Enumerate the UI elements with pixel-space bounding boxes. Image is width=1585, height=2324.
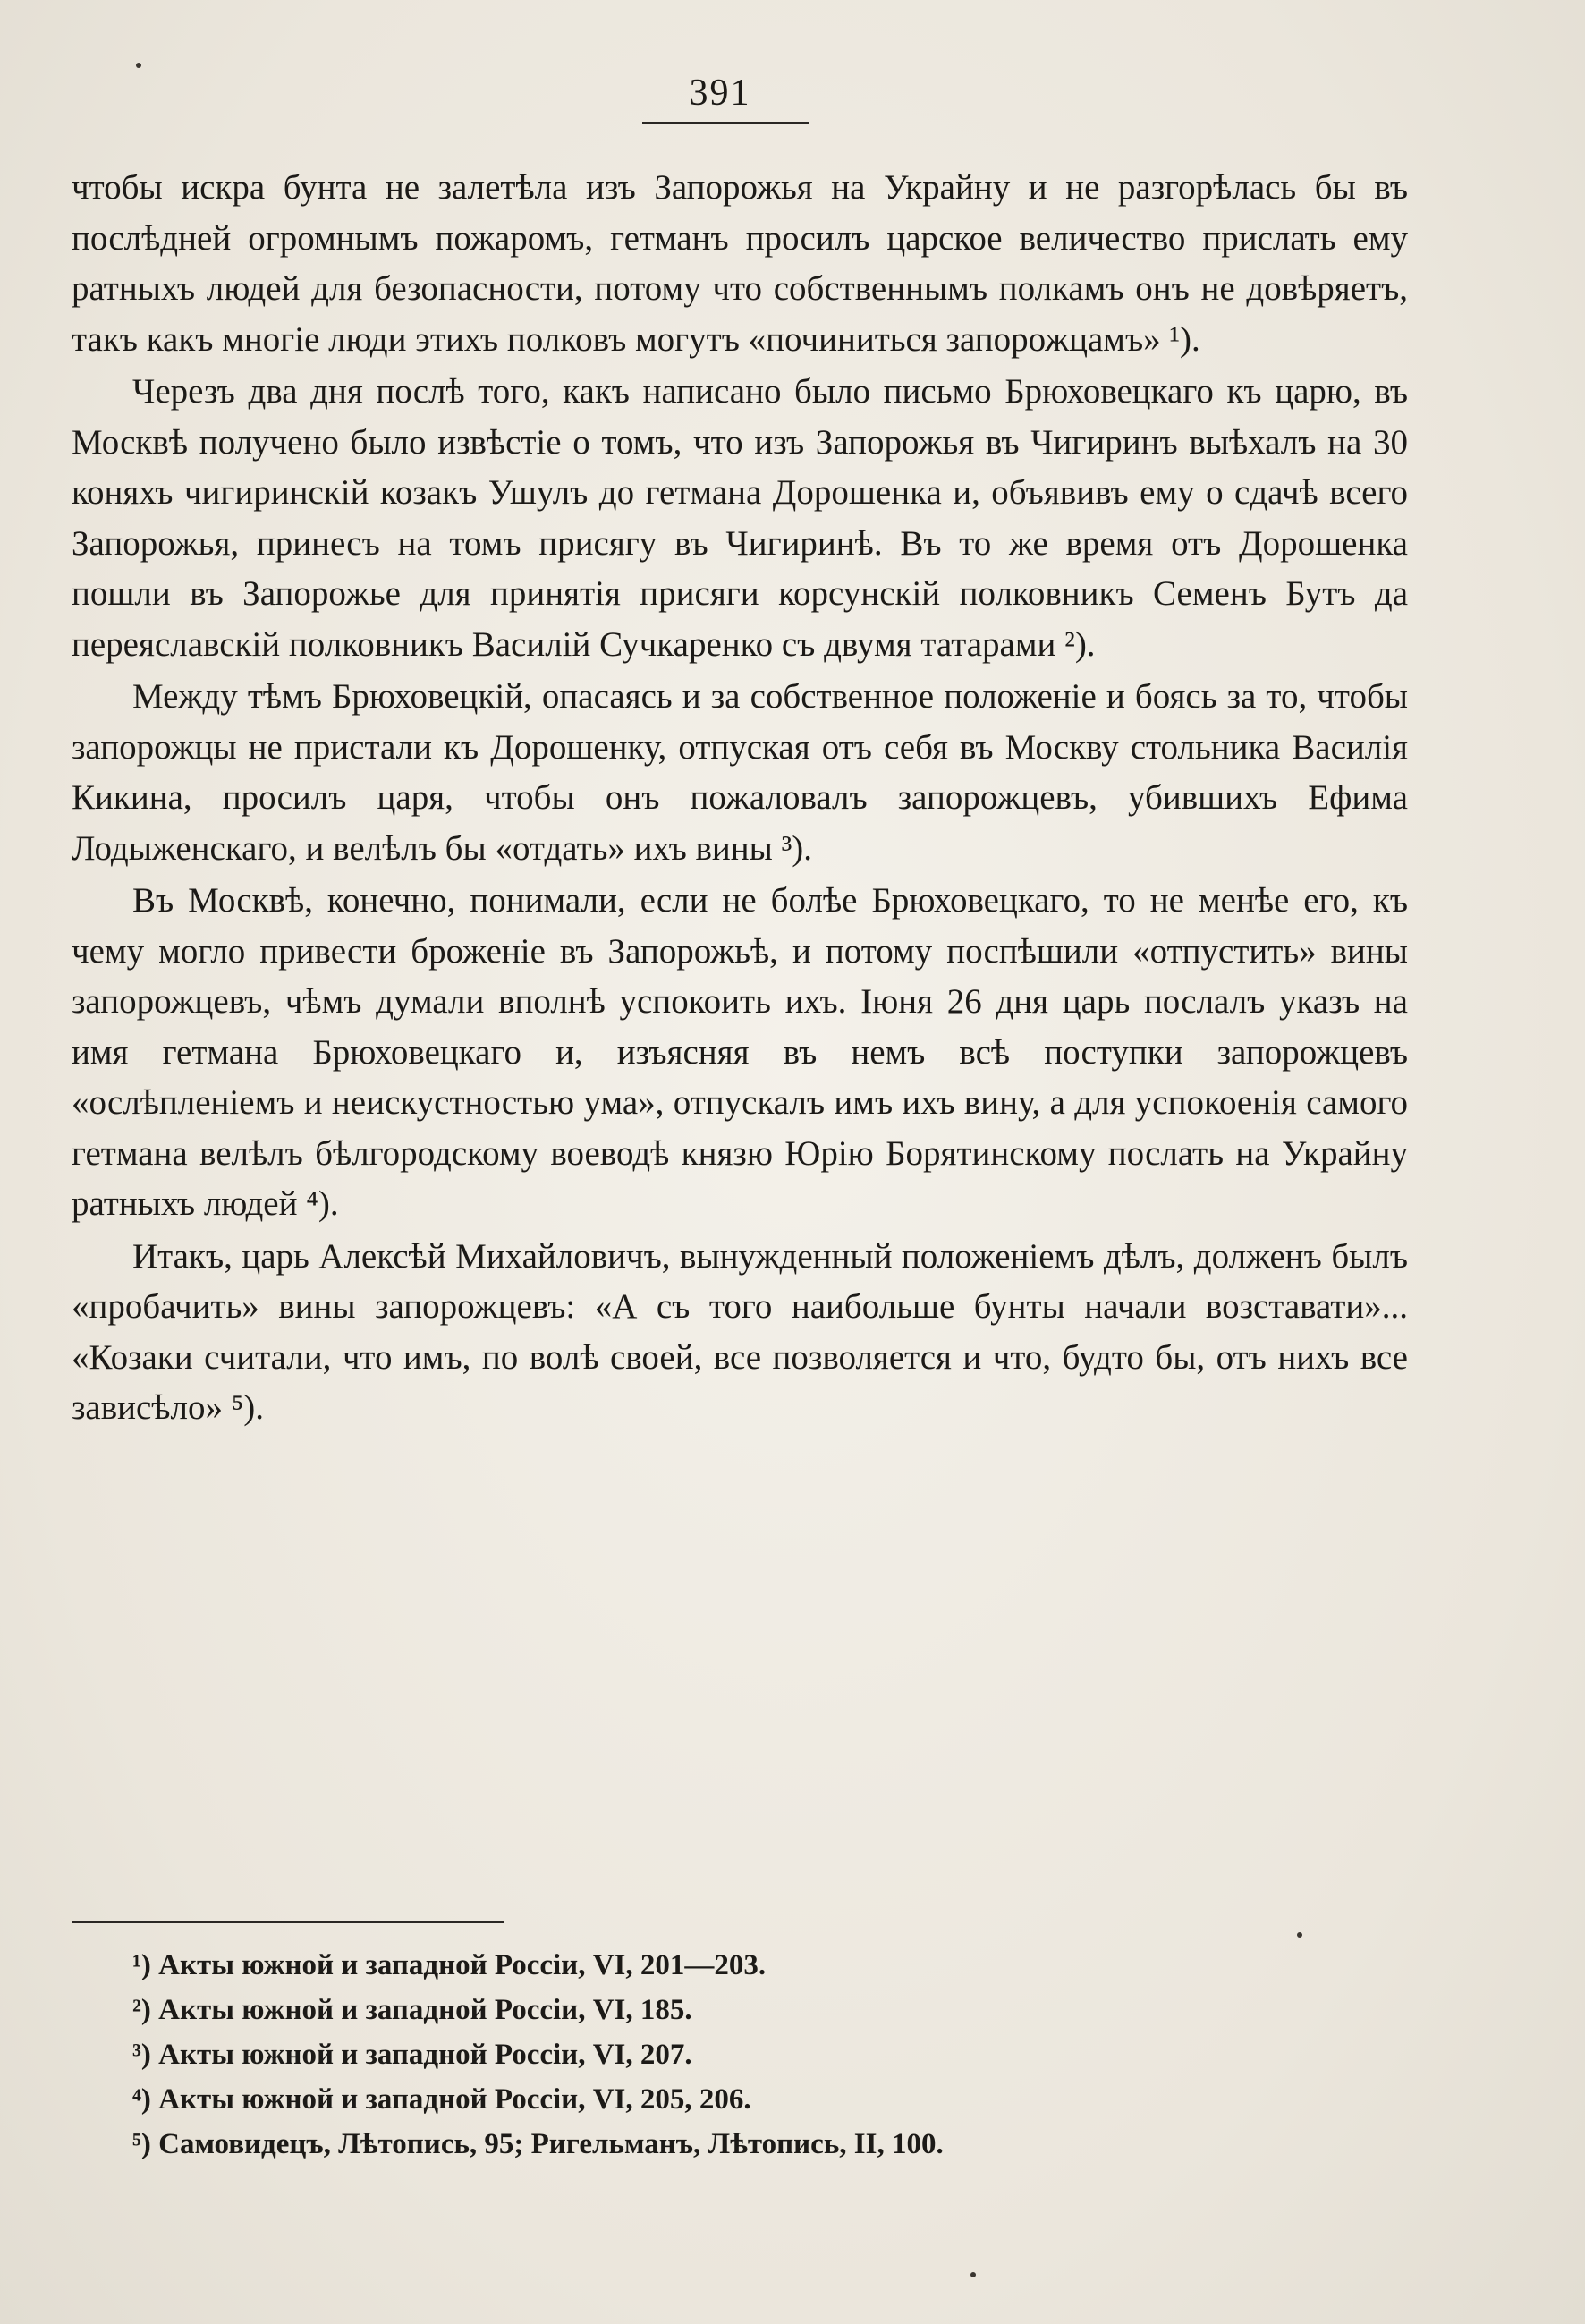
footnotes xyxy=(132,1943,1295,2167)
footnote-text: Акты южной и западной Россіи, VI, 201—203. xyxy=(158,1949,767,1981)
footnote-mark: ²) xyxy=(132,1994,151,2026)
footnote xyxy=(132,2122,1295,2167)
footnote xyxy=(132,2032,1295,2077)
paragraph: Въ Москвѣ, конечно, понимали, если не болѣе Брюховецкаго, то не менѣе его, къ чему могло привести броженіе въ Запорожьѣ, и потому поспѣшили «отпустить» вины запорожцевъ, чѣмъ думали вполнѣ успокоить ихъ. Іюня 26 дня царь послалъ указъ на имя гетмана Брюховецкаго и, изъясняя въ немъ всѣ поступки запорожцевъ «ослѣпленіемъ и неискустностью ума», отпускалъ имъ ихъ вину, а для успокоенія самого гетмана велѣлъ бѣлгородскому воеводѣ князю Юрію Борятинскому послать на Украйну ратныхъ людей ⁴). xyxy=(72,881,1408,1223)
footnote-mark: ⁵) xyxy=(132,2128,151,2160)
paragraph: Итакъ, царь Алексѣй Михайловичъ, вынужденный положеніемъ дѣлъ, долженъ былъ «пробачить» вины запорожцевъ: «А съ того наибольше бунты начали возставати»... «Козаки считали, что имъ, по волѣ своей, все позволяется и что, будто бы, отъ нихъ все зависѣло» ⁵). xyxy=(72,1236,1408,1427)
footnote-text: Акты южной и западной Россіи, VI, 207. xyxy=(158,2039,692,2071)
page-number: 391 xyxy=(689,72,751,114)
footnote-text: Самовидецъ, Лѣтопись, 95; Ригельманъ, Лѣтопись, II, 100. xyxy=(158,2128,944,2160)
footnote-text: Акты южной и западной Россіи, VI, 185. xyxy=(158,1994,692,2026)
footnote xyxy=(132,1943,1295,1988)
footnote-text: Акты южной и западной Россіи, VI, 205, 206. xyxy=(158,2083,751,2116)
footnote xyxy=(132,1988,1295,2032)
header-rule xyxy=(642,122,809,124)
paragraph: Черезъ два дня послѣ того, какъ написано было письмо Брюховецкаго къ царю, въ Москвѣ получено было извѣстіе о томъ, что изъ Запорожья въ Чигиринъ выѣхалъ на 30 коняхъ чигиринскій козакъ Ушулъ до гетмана Дорошенка и, объявивъ ему о сдачѣ всего Запорожья, принесъ на томъ присягу въ Чигиринѣ. Въ то же время отъ Дорошенка пошли въ Запорожье для принятія присяги корсунскій полковникъ Семенъ Бутъ да переяславскій полковникъ Василій Сучкаренко съ двумя татарами ²). xyxy=(72,372,1408,664)
footnote-rule xyxy=(72,1921,504,1923)
print-speck xyxy=(136,63,141,68)
paragraph: чтобы искра бунта не залетѣла изъ Запорожья на Украйну и не разгорѣлась бы въ послѣдней огромнымъ пожаромъ, гетманъ просилъ царское величество прислать ему ратныхъ людей для безопасности, потому что собственнымъ полкамъ онъ не довѣряетъ, такъ какъ многіе люди этихъ полковъ могутъ «починиться запорожцамъ» ¹). xyxy=(72,168,1408,359)
print-speck xyxy=(1297,1932,1302,1938)
paragraph: Между тѣмъ Брюховецкій, опасаясь и за собственное положеніе и боясь за то, чтобы запорожцы не пристали къ Дорошенку, отпуская отъ себя въ Москву стольника Василія Кикина, просилъ царя, чтобы онъ пожаловалъ запорожцевъ, убившихъ Ефима Лодыженскаго, и велѣлъ бы «отдать» ихъ вины ³). xyxy=(72,677,1408,868)
print-speck xyxy=(970,2272,976,2277)
footnote-mark: ⁴) xyxy=(132,2083,151,2116)
footnote-mark: ¹) xyxy=(132,1949,151,1981)
footnote-mark: ³) xyxy=(132,2039,151,2071)
body-text xyxy=(72,163,1408,1436)
footnote xyxy=(132,2077,1295,2122)
